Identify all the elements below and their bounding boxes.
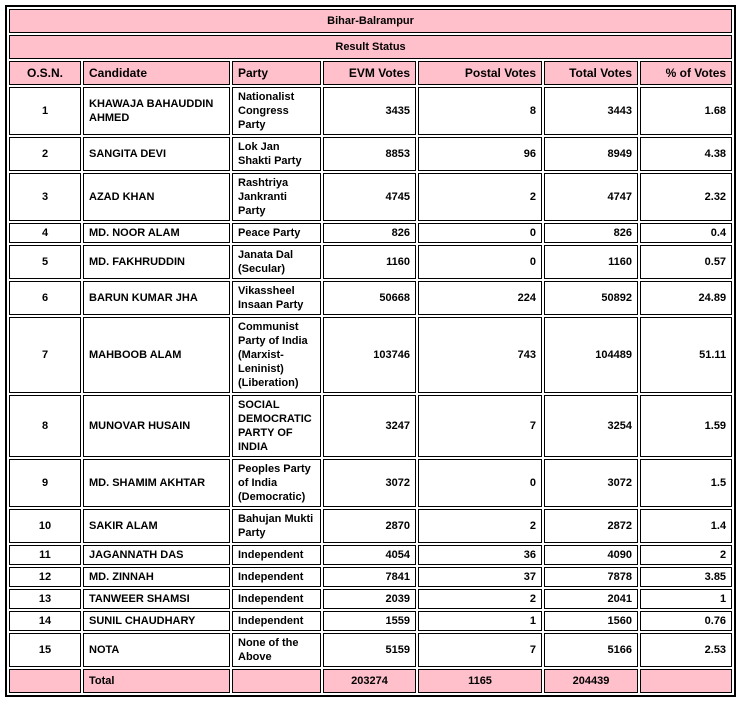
column-header-evm-votes: EVM Votes (323, 61, 416, 85)
osn-cell: 8 (9, 395, 81, 457)
total-votes-cell: 2041 (544, 589, 638, 609)
evm-votes-cell: 103746 (323, 317, 416, 393)
pct-votes-cell: 4.38 (640, 137, 732, 171)
evm-votes-cell: 3435 (323, 87, 416, 135)
title-row (9, 9, 732, 33)
total-votes-cell: 3443 (544, 87, 638, 135)
party-cell: Nationalist Congress Party (232, 87, 321, 135)
total-votes-cell: 1160 (544, 245, 638, 279)
osn-cell: 14 (9, 611, 81, 631)
table-row (9, 567, 732, 587)
pct-votes-cell: 2.53 (640, 633, 732, 667)
pct-votes-cell: 24.89 (640, 281, 732, 315)
pct-votes-cell: 1.59 (640, 395, 732, 457)
total-row (9, 669, 732, 693)
total-party-cell (232, 669, 321, 693)
table-row (9, 509, 732, 543)
subtitle-row (9, 35, 732, 59)
postal-votes-cell: 743 (418, 317, 542, 393)
pct-votes-cell: 51.11 (640, 317, 732, 393)
party-cell: Vikassheel Insaan Party (232, 281, 321, 315)
party-cell: Bahujan Mukti Party (232, 509, 321, 543)
table-row (9, 281, 732, 315)
candidate-cell: MD. FAKHRUDDIN (83, 245, 230, 279)
osn-cell: 7 (9, 317, 81, 393)
postal-votes-cell: 36 (418, 545, 542, 565)
table-row (9, 173, 732, 221)
party-cell: Rashtriya Jankranti Party (232, 173, 321, 221)
evm-votes-cell: 3072 (323, 459, 416, 507)
total-votes-cell: 104489 (544, 317, 638, 393)
total-votes-cell: 8949 (544, 137, 638, 171)
candidate-cell: MUNOVAR HUSAIN (83, 395, 230, 457)
pct-votes-cell: 1.68 (640, 87, 732, 135)
total-total-votes: 204439 (544, 669, 638, 693)
postal-votes-cell: 1 (418, 611, 542, 631)
candidate-cell: MD. ZINNAH (83, 567, 230, 587)
postal-votes-cell: 2 (418, 509, 542, 543)
osn-cell: 15 (9, 633, 81, 667)
osn-cell: 9 (9, 459, 81, 507)
table-row (9, 633, 732, 667)
evm-votes-cell: 3247 (323, 395, 416, 457)
table-row (9, 317, 732, 393)
party-cell: Peoples Party of India (Democratic) (232, 459, 321, 507)
candidate-cell: SAKIR ALAM (83, 509, 230, 543)
candidate-cell: JAGANNATH DAS (83, 545, 230, 565)
party-cell: SOCIAL DEMOCRATIC PARTY OF INDIA (232, 395, 321, 457)
postal-votes-cell: 7 (418, 395, 542, 457)
candidate-cell: MD. NOOR ALAM (83, 223, 230, 243)
evm-votes-cell: 50668 (323, 281, 416, 315)
results-table (5, 5, 736, 697)
page-title: Bihar-Balrampur (9, 9, 732, 33)
pct-votes-cell: 1.4 (640, 509, 732, 543)
table-row (9, 611, 732, 631)
column-header-candidate: Candidate (83, 61, 230, 85)
table-row (9, 223, 732, 243)
evm-votes-cell: 8853 (323, 137, 416, 171)
osn-cell: 11 (9, 545, 81, 565)
party-cell: Janata Dal (Secular) (232, 245, 321, 279)
pct-votes-cell: 2 (640, 545, 732, 565)
postal-votes-cell: 0 (418, 245, 542, 279)
osn-cell: 3 (9, 173, 81, 221)
party-cell: Communist Party of India (Marxist-Leninist) (Liberation) (232, 317, 321, 393)
candidate-cell: TANWEER SHAMSI (83, 589, 230, 609)
osn-cell: 6 (9, 281, 81, 315)
table-row (9, 245, 732, 279)
party-cell: Independent (232, 589, 321, 609)
party-cell: Independent (232, 611, 321, 631)
table-row (9, 87, 732, 135)
total-votes-cell: 5166 (544, 633, 638, 667)
evm-votes-cell: 4745 (323, 173, 416, 221)
results-body (9, 87, 732, 667)
table-row (9, 589, 732, 609)
table-row (9, 545, 732, 565)
postal-votes-cell: 8 (418, 87, 542, 135)
evm-votes-cell: 826 (323, 223, 416, 243)
evm-votes-cell: 2870 (323, 509, 416, 543)
total-postal-votes: 1165 (418, 669, 542, 693)
party-cell: None of the Above (232, 633, 321, 667)
osn-cell: 1 (9, 87, 81, 135)
osn-cell: 13 (9, 589, 81, 609)
party-cell: Lok Jan Shakti Party (232, 137, 321, 171)
total-votes-cell: 826 (544, 223, 638, 243)
osn-cell: 10 (9, 509, 81, 543)
evm-votes-cell: 1160 (323, 245, 416, 279)
column-header-party: Party (232, 61, 321, 85)
osn-cell: 4 (9, 223, 81, 243)
evm-votes-cell: 7841 (323, 567, 416, 587)
total-evm-votes: 203274 (323, 669, 416, 693)
postal-votes-cell: 2 (418, 173, 542, 221)
postal-votes-cell: 0 (418, 459, 542, 507)
osn-cell: 2 (9, 137, 81, 171)
candidate-cell: BARUN KUMAR JHA (83, 281, 230, 315)
column-header-osn: O.S.N. (9, 61, 81, 85)
pct-votes-cell: 0.4 (640, 223, 732, 243)
evm-votes-cell: 2039 (323, 589, 416, 609)
total-votes-cell: 2872 (544, 509, 638, 543)
pct-votes-cell: 1.5 (640, 459, 732, 507)
postal-votes-cell: 7 (418, 633, 542, 667)
postal-votes-cell: 37 (418, 567, 542, 587)
postal-votes-cell: 96 (418, 137, 542, 171)
party-cell: Peace Party (232, 223, 321, 243)
total-votes-cell: 50892 (544, 281, 638, 315)
total-votes-cell: 3254 (544, 395, 638, 457)
candidate-cell: AZAD KHAN (83, 173, 230, 221)
table-row (9, 395, 732, 457)
total-votes-cell: 4090 (544, 545, 638, 565)
candidate-cell: SUNIL CHAUDHARY (83, 611, 230, 631)
postal-votes-cell: 2 (418, 589, 542, 609)
evm-votes-cell: 4054 (323, 545, 416, 565)
postal-votes-cell: 224 (418, 281, 542, 315)
column-header-row (9, 61, 732, 85)
column-header-pct-of-votes: % of Votes (640, 61, 732, 85)
total-osn-cell (9, 669, 81, 693)
pct-votes-cell: 2.32 (640, 173, 732, 221)
evm-votes-cell: 5159 (323, 633, 416, 667)
evm-votes-cell: 1559 (323, 611, 416, 631)
party-cell: Independent (232, 567, 321, 587)
pct-votes-cell: 3.85 (640, 567, 732, 587)
total-votes-cell: 3072 (544, 459, 638, 507)
party-cell: Independent (232, 545, 321, 565)
candidate-cell: MAHBOOB ALAM (83, 317, 230, 393)
candidate-cell: KHAWAJA BAHAUDDIN AHMED (83, 87, 230, 135)
candidate-cell: SANGITA DEVI (83, 137, 230, 171)
osn-cell: 5 (9, 245, 81, 279)
candidate-cell: MD. SHAMIM AKHTAR (83, 459, 230, 507)
total-votes-cell: 1560 (544, 611, 638, 631)
total-votes-cell: 7878 (544, 567, 638, 587)
total-pct-cell (640, 669, 732, 693)
candidate-cell: NOTA (83, 633, 230, 667)
postal-votes-cell: 0 (418, 223, 542, 243)
pct-votes-cell: 0.76 (640, 611, 732, 631)
pct-votes-cell: 1 (640, 589, 732, 609)
total-votes-cell: 4747 (544, 173, 638, 221)
total-label: Total (83, 669, 230, 693)
table-row (9, 137, 732, 171)
pct-votes-cell: 0.57 (640, 245, 732, 279)
osn-cell: 12 (9, 567, 81, 587)
result-status-subtitle: Result Status (9, 35, 732, 59)
column-header-postal-votes: Postal Votes (418, 61, 542, 85)
table-row (9, 459, 732, 507)
column-header-total-votes: Total Votes (544, 61, 638, 85)
